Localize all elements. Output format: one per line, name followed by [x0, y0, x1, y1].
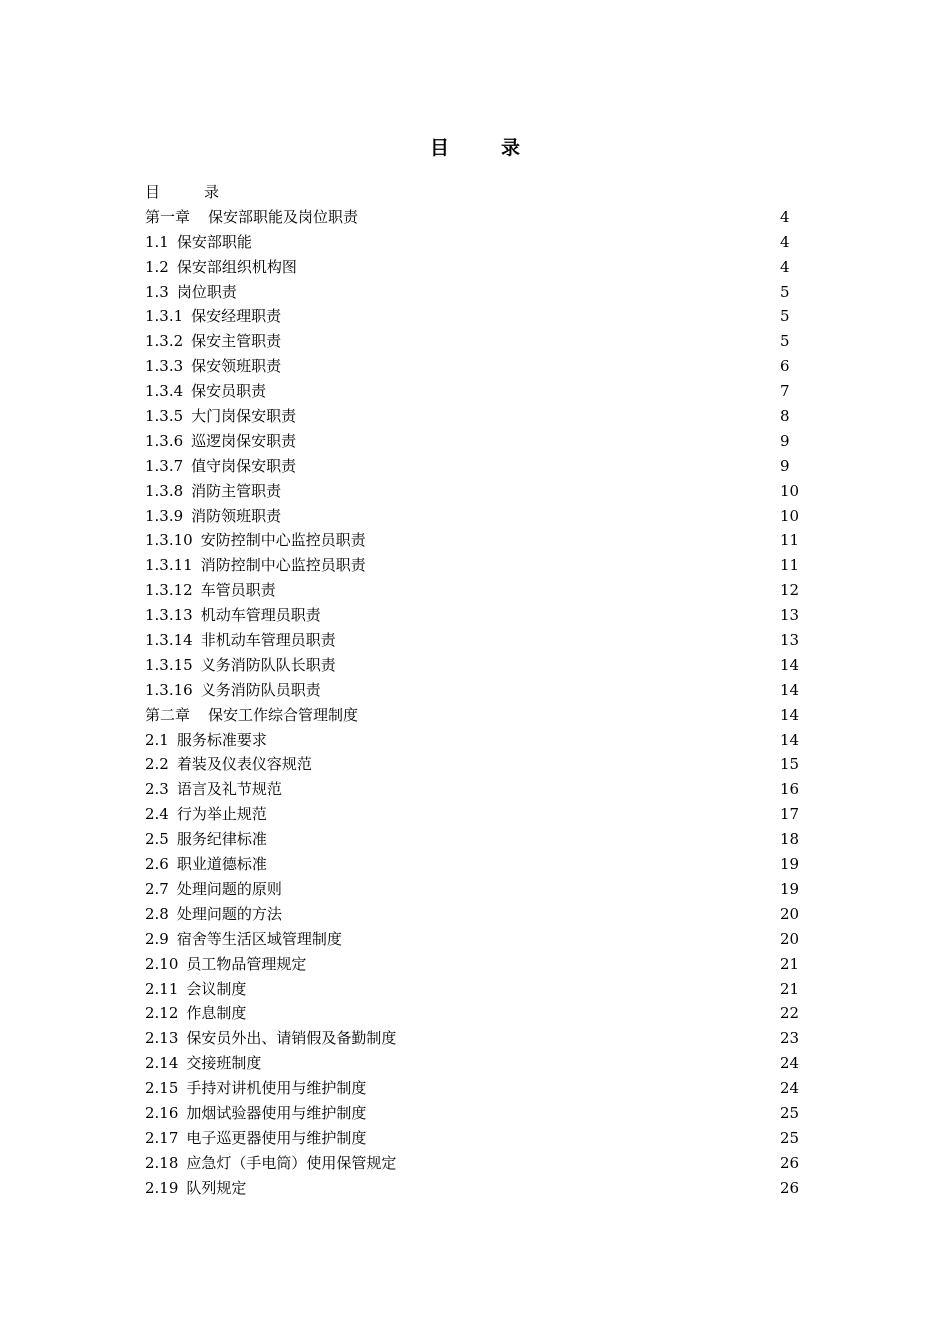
- toc-entry[interactable]: [145, 354, 800, 379]
- page-title: [0, 134, 950, 162]
- toc-entry-number: 1.3.15: [145, 655, 193, 674]
- toc-entry-page-number: 14: [780, 730, 800, 749]
- toc-entry[interactable]: [145, 777, 800, 802]
- toc-entry[interactable]: [145, 877, 800, 902]
- toc-entry-title: 着装及仪表仪容规范: [176, 755, 312, 774]
- toc-entry[interactable]: [145, 927, 800, 952]
- toc-entry-title: 加烟试验器使用与维护制度: [186, 1103, 367, 1122]
- page-title-part2: 录: [501, 137, 521, 159]
- toc-chapter-entry[interactable]: [145, 205, 800, 230]
- toc-entry[interactable]: [145, 553, 800, 578]
- toc-entry-page-number: 26: [780, 1178, 800, 1197]
- toc-entry[interactable]: [145, 379, 800, 404]
- toc-entry[interactable]: [145, 678, 800, 703]
- toc-entry-number: 2.15: [145, 1079, 179, 1098]
- toc-entry[interactable]: [145, 528, 800, 553]
- toc-entry-title: 员工物品管理规定: [186, 954, 307, 973]
- toc-entry[interactable]: [145, 304, 800, 329]
- toc-entry-page-number: 13: [780, 631, 800, 650]
- toc-entry-page-number: 16: [780, 780, 800, 799]
- toc-entry-title: 义务消防队队长职责: [200, 655, 336, 674]
- page-title-part1: 目: [429, 137, 449, 159]
- toc-entry-title: 服务标准要求: [176, 730, 267, 749]
- toc-entry-page-number: 4: [780, 232, 790, 251]
- toc-entry-page-number: 12: [780, 581, 800, 600]
- toc-entry[interactable]: [145, 1076, 800, 1101]
- toc-entry-title: 保安员外出、请销假及备勤制度: [186, 1029, 397, 1048]
- toc-entry-number: 1.3.13: [145, 606, 193, 625]
- toc-entry-title: 宿舍等生活区域管理制度: [176, 929, 342, 948]
- toc-entries: [145, 205, 800, 1201]
- toc-entry[interactable]: [145, 977, 800, 1002]
- toc-entry-page-number: 19: [780, 855, 800, 874]
- toc-entry-number: 1.1: [145, 232, 169, 251]
- toc-entry-number: 1.3.2: [145, 332, 184, 351]
- toc-entry-page-number: 14: [780, 655, 800, 674]
- toc-entry-page-number: 11: [780, 556, 800, 575]
- toc-entry-number: 1.3: [145, 282, 169, 301]
- toc-entry-number: 1.3.6: [145, 431, 184, 450]
- toc-entry-number: 2.1: [145, 730, 169, 749]
- toc-entry-number: 2.13: [145, 1029, 179, 1048]
- toc-entry-title: 处理问题的原则: [176, 879, 282, 898]
- toc-entry-page-number: 25: [780, 1128, 800, 1147]
- toc-entry-page-number: 18: [780, 830, 800, 849]
- toc-entry-number: 1.2: [145, 257, 169, 276]
- toc-entry-page-number: 6: [780, 357, 790, 376]
- toc-entry-title: 保安经理职责: [191, 307, 282, 326]
- toc-entry[interactable]: [145, 827, 800, 852]
- toc-entry-number: 第二章: [145, 705, 191, 724]
- toc-entry[interactable]: [145, 802, 800, 827]
- toc-entry[interactable]: [145, 504, 800, 529]
- toc-entry-title: 消防主管职责: [191, 481, 282, 500]
- toc-entry-page-number: 23: [780, 1029, 800, 1048]
- toc-entry-number: 1.3.7: [145, 456, 184, 475]
- toc-entry-title: 大门岗保安职责: [191, 407, 297, 426]
- toc-entry-number: 1.3.12: [145, 581, 193, 600]
- toc-entry-page-number: 5: [780, 282, 790, 301]
- toc-entry-page-number: 21: [780, 979, 800, 998]
- toc-entry-number: 2.5: [145, 830, 169, 849]
- toc-entry[interactable]: [145, 1126, 800, 1151]
- toc-entry[interactable]: [145, 852, 800, 877]
- toc-entry-title: 安防控制中心监控员职责: [200, 531, 366, 550]
- toc-entry[interactable]: [145, 280, 800, 305]
- toc-entry-page-number: 20: [780, 929, 800, 948]
- toc-entry[interactable]: [145, 404, 800, 429]
- toc-entry-title: 作息制度: [186, 1004, 247, 1023]
- toc-entry[interactable]: [145, 603, 800, 628]
- toc-entry-page-number: 17: [780, 805, 800, 824]
- toc-entry-number: 2.2: [145, 755, 169, 774]
- toc-entry-page-number: 13: [780, 606, 800, 625]
- toc-entry-number: 1.3.3: [145, 357, 184, 376]
- toc-entry-number: 2.12: [145, 1004, 179, 1023]
- toc-entry-page-number: 21: [780, 954, 800, 973]
- toc-entry[interactable]: [145, 578, 800, 603]
- toc-entry-page-number: 24: [780, 1054, 800, 1073]
- toc-entry[interactable]: [145, 1176, 800, 1201]
- toc-entry-page-number: 20: [780, 904, 800, 923]
- toc-entry-page-number: 9: [780, 456, 790, 475]
- toc-entry-title: 职业道德标准: [176, 855, 267, 874]
- toc-entry-title: 保安员职责: [191, 382, 267, 401]
- toc-entry-title: 值守岗保安职责: [191, 456, 297, 475]
- toc-entry-number: 1.3.4: [145, 382, 184, 401]
- toc-entry-title: 电子巡更器使用与维护制度: [186, 1128, 367, 1147]
- toc-heading-part2: 录: [204, 183, 220, 201]
- toc-entry-number: 2.16: [145, 1103, 179, 1122]
- toc-entry-number: 2.19: [145, 1178, 179, 1197]
- toc-entry-number: 1.3.5: [145, 407, 184, 426]
- toc-entry-title: 语言及礼节规范: [176, 780, 282, 799]
- toc-entry-page-number: 4: [780, 207, 790, 226]
- toc-entry[interactable]: [145, 329, 800, 354]
- toc-entry-page-number: 11: [780, 531, 800, 550]
- toc-entry[interactable]: [145, 902, 800, 927]
- toc-entry[interactable]: [145, 230, 800, 255]
- toc-entry-title: 车管员职责: [200, 581, 276, 600]
- toc-entry-number: 2.6: [145, 855, 169, 874]
- toc-heading: [145, 180, 800, 205]
- toc-entry-number: 1.3.8: [145, 481, 184, 500]
- toc-entry-title: 机动车管理员职责: [200, 606, 321, 625]
- toc-entry[interactable]: [145, 1051, 800, 1076]
- toc-entry-page-number: 7: [780, 382, 790, 401]
- toc-heading-part1: 目: [145, 183, 161, 201]
- toc-entry-number: 2.17: [145, 1128, 179, 1147]
- toc-entry-page-number: 25: [780, 1103, 800, 1122]
- toc-entry-number: 2.14: [145, 1054, 179, 1073]
- toc-entry[interactable]: [145, 255, 800, 280]
- toc-entry-number: 1.3.10: [145, 531, 193, 550]
- toc-entry-number: 1.3.1: [145, 307, 184, 326]
- toc-entry-title: 岗位职责: [176, 282, 237, 301]
- toc-entry-title: 保安部职能: [176, 232, 252, 251]
- toc-entry[interactable]: [145, 479, 800, 504]
- toc-entry-title: 非机动车管理员职责: [200, 631, 336, 650]
- toc-entry-title: 保安部职能及岗位职责: [208, 207, 359, 226]
- toc-entry[interactable]: [145, 628, 800, 653]
- toc-entry-title: 消防控制中心监控员职责: [200, 556, 366, 575]
- toc-entry-page-number: 26: [780, 1153, 800, 1172]
- toc-entry-number: 2.7: [145, 879, 169, 898]
- toc-entry-page-number: 4: [780, 257, 790, 276]
- toc-entry-title: 应急灯（手电筒）使用保管规定: [186, 1153, 397, 1172]
- toc-entry-title: 巡逻岗保安职责: [191, 431, 297, 450]
- toc-entry-page-number: 15: [780, 755, 800, 774]
- toc-entry-page-number: 5: [780, 332, 790, 351]
- toc-entry[interactable]: [145, 1151, 800, 1176]
- toc-entry-number: 2.11: [145, 979, 179, 998]
- toc-entry-page-number: 14: [780, 705, 800, 724]
- toc-entry-number: 2.9: [145, 929, 169, 948]
- toc-entry[interactable]: [145, 454, 800, 479]
- toc-entry-title: 手持对讲机使用与维护制度: [186, 1079, 367, 1098]
- toc-entry-number: 1.3.9: [145, 506, 184, 525]
- toc-entry-number: 2.4: [145, 805, 169, 824]
- toc-entry-title: 服务纪律标准: [176, 830, 267, 849]
- toc-entry-number: 2.10: [145, 954, 179, 973]
- toc-entry-title: 行为举止规范: [176, 805, 267, 824]
- toc-entry-number: 2.8: [145, 904, 169, 923]
- toc-entry-page-number: 8: [780, 407, 790, 426]
- toc-entry-number: 2.3: [145, 780, 169, 799]
- toc-entry-page-number: 22: [780, 1004, 800, 1023]
- toc-entry[interactable]: [145, 728, 800, 753]
- toc-entry[interactable]: [145, 1101, 800, 1126]
- toc-entry-page-number: 5: [780, 307, 790, 326]
- toc-entry-number: 第一章: [145, 207, 191, 226]
- toc-entry-title: 会议制度: [186, 979, 247, 998]
- toc-entry-page-number: 10: [780, 506, 800, 525]
- toc-entry[interactable]: [145, 1026, 800, 1051]
- toc-entry-title: 处理问题的方法: [176, 904, 282, 923]
- toc-entry-title: 消防领班职责: [191, 506, 282, 525]
- toc-entry-title: 保安主管职责: [191, 332, 282, 351]
- toc-entry[interactable]: [145, 429, 800, 454]
- table-of-contents: [145, 180, 800, 1201]
- toc-entry[interactable]: [145, 952, 800, 977]
- toc-entry-number: 2.18: [145, 1153, 179, 1172]
- toc-entry-title: 保安领班职责: [191, 357, 282, 376]
- toc-entry-title: 义务消防队员职责: [200, 680, 321, 699]
- toc-entry-title: 队列规定: [186, 1178, 247, 1197]
- toc-entry-page-number: 19: [780, 879, 800, 898]
- toc-entry-title: 交接班制度: [186, 1054, 262, 1073]
- toc-entry-title: 保安部组织机构图: [176, 257, 297, 276]
- toc-entry-page-number: 14: [780, 680, 800, 699]
- toc-entry[interactable]: [145, 653, 800, 678]
- toc-entry-page-number: 9: [780, 431, 790, 450]
- toc-entry-page-number: 10: [780, 481, 800, 500]
- toc-entry[interactable]: [145, 752, 800, 777]
- toc-entry-number: 1.3.16: [145, 680, 193, 699]
- toc-entry[interactable]: [145, 1001, 800, 1026]
- toc-entry-title: 保安工作综合管理制度: [208, 705, 359, 724]
- toc-entry-number: 1.3.11: [145, 556, 193, 575]
- toc-entry-page-number: 24: [780, 1079, 800, 1098]
- toc-chapter-entry[interactable]: [145, 703, 800, 728]
- toc-entry-number: 1.3.14: [145, 631, 193, 650]
